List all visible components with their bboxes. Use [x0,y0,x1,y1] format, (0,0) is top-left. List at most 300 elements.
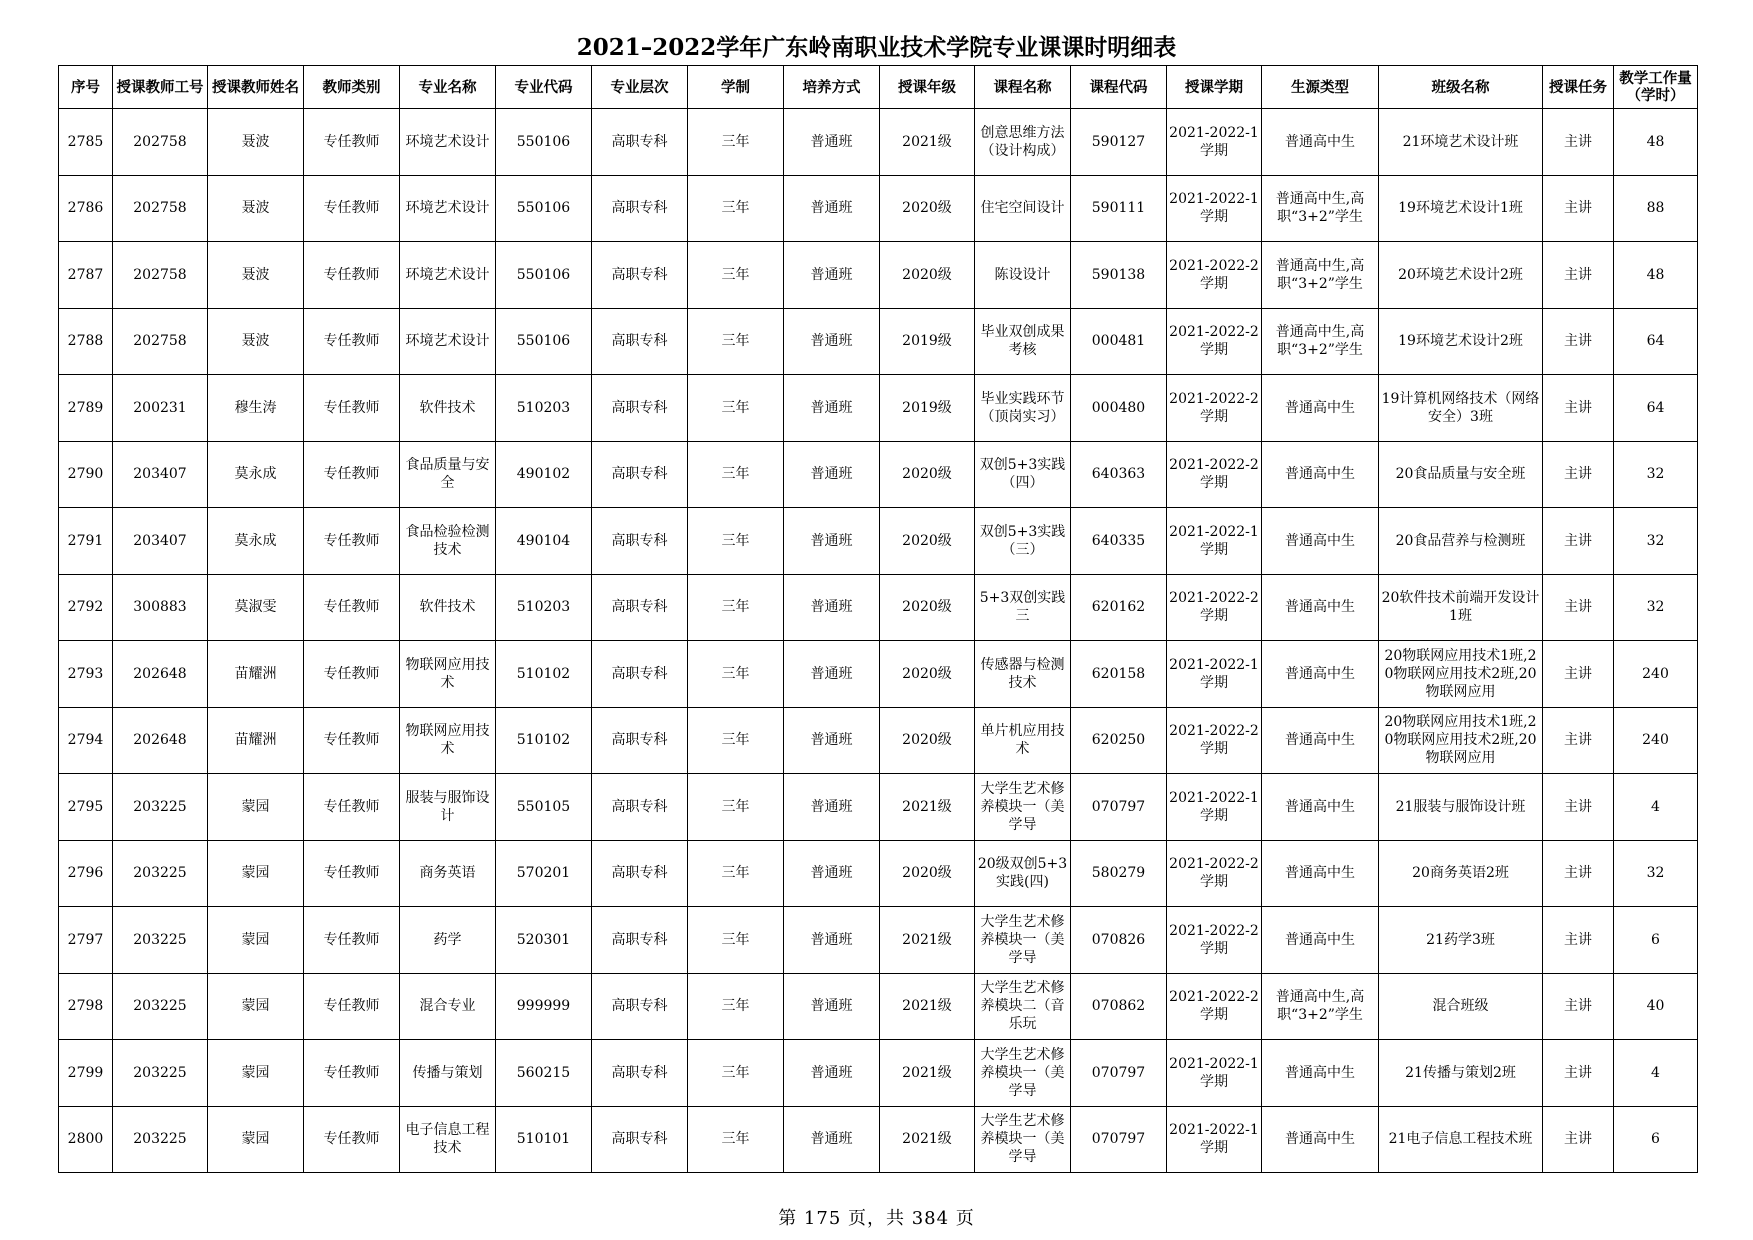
table-cell [1543,508,1614,575]
table-row [59,175,1698,242]
table-cell [1071,641,1167,708]
table-cell [496,441,592,508]
cell-text: 三年 [721,532,750,549]
cell-text: 2789 [67,399,104,416]
cell-text: 主讲 [1564,599,1592,616]
cell-text: 2021-2022-2学期 [1169,324,1259,359]
cell-text: 普通班 [810,665,853,682]
table-cell [1543,707,1614,774]
table-cell [1614,774,1698,841]
table-cell [1167,175,1262,242]
table-cell [208,441,304,508]
cell-text: 2021-2022-1学期 [1169,523,1259,558]
cell-text: 2790 [67,466,104,483]
table-cell [592,574,688,641]
table-cell [1614,1040,1698,1107]
cell-text: 203225 [133,798,187,815]
table-cell [496,907,592,974]
table-cell [1614,175,1698,242]
cell-text: 21传播与策划2班 [1405,1064,1516,1081]
table-cell [496,641,592,708]
table-cell [688,774,784,841]
table-cell [592,109,688,176]
cell-text: 专任教师 [323,333,380,350]
cell-text: 20食品质量与安全班 [1395,466,1526,483]
cell-text: 专任教师 [323,266,380,283]
table-cell [688,973,784,1040]
table-cell [1262,907,1379,974]
table-cell [784,774,880,841]
cell-text: 2021-2022-2学期 [1169,257,1259,292]
cell-text: 聂波 [241,266,270,283]
table-cell [880,375,975,442]
cell-text: 高职专科 [611,1064,668,1081]
cell-text: 普通高中生 [1285,865,1355,882]
column-header: 专业代码 [496,66,592,109]
page-footer: 第 175 页，共 384 页 [778,1208,975,1229]
cell-text: 高职专科 [611,732,668,749]
table-cell [496,973,592,1040]
cell-text: 软件技术 [419,399,476,416]
table-cell [1543,774,1614,841]
table-cell [784,308,880,375]
cell-text: 21服装与服饰设计班 [1395,798,1526,815]
cell-text: 2797 [67,931,104,948]
table-cell [1167,1106,1262,1173]
table-cell [113,1040,208,1107]
cell-text: 640335 [1091,532,1146,549]
cell-text: 专任教师 [323,532,380,549]
table-cell [496,840,592,907]
cell-text: 普通班 [810,333,853,350]
table-cell [113,508,208,575]
cell-text: 三年 [721,466,750,483]
table-cell [1614,973,1698,1040]
table-row [59,242,1698,309]
cell-text: 2020级 [902,865,952,882]
cell-text: 主讲 [1564,1131,1592,1148]
cell-text: 202648 [133,732,187,749]
column-header: 教学工作量（学时） [1614,66,1698,109]
table-cell [975,1106,1071,1173]
cell-text: 2793 [67,665,104,682]
table-cell [880,641,975,708]
cell-text: 2021-2022-2学期 [1169,856,1259,891]
cell-text: 510203 [516,599,571,616]
cell-text: 服装与服饰设计 [405,789,490,824]
table-cell [688,907,784,974]
table-cell [304,175,400,242]
cell-text: 20物联网应用技术1班,20物联网应用技术2班,20物联网应用 [1384,647,1537,700]
table-cell [1543,1106,1614,1173]
cell-text: 主讲 [1564,333,1592,350]
cell-text: 环境艺术设计 [405,133,490,150]
cell-text: 2786 [67,200,104,217]
cell-text: 2020级 [902,665,952,682]
cell-text: 传播与策划 [412,1064,483,1081]
cell-text: 2021-2022-1学期 [1169,656,1259,691]
table-cell [1167,707,1262,774]
cell-text: 主讲 [1564,1064,1592,1081]
cell-text: 2798 [67,998,104,1015]
table-cell [304,774,400,841]
cell-text: 32 [1646,466,1665,483]
cell-text: 普通班 [810,266,853,283]
table-cell [1262,641,1379,708]
table-cell [208,508,304,575]
cell-text: 莫淑雯 [234,599,277,616]
cell-text: 普通高中生,高职“3+2”学生 [1275,257,1365,292]
table-cell [496,574,592,641]
table-row [59,441,1698,508]
table-cell [208,574,304,641]
table-cell [1614,308,1698,375]
cell-text: 创意思维方法（设计构成） [980,124,1065,159]
table-cell [208,641,304,708]
table-cell [592,308,688,375]
cell-text: 苗耀洲 [234,732,277,749]
table-cell [304,109,400,176]
cell-text: 专任教师 [323,732,380,749]
cell-text: 主讲 [1564,998,1592,1015]
cell-text: 2791 [67,532,104,549]
cell-text: 2021-2022-1学期 [1169,789,1259,824]
table-cell [880,774,975,841]
table-cell [496,375,592,442]
cell-text: 32 [1646,599,1665,616]
table-cell [592,774,688,841]
cell-text: 专任教师 [323,200,380,217]
table-cell [304,242,400,309]
cell-text: 510102 [516,732,571,749]
table-cell [1262,109,1379,176]
table-cell [1614,441,1698,508]
cell-text: 蒙园 [241,798,270,815]
table-cell [975,175,1071,242]
table-cell [592,641,688,708]
cell-text: 单片机应用技术 [980,723,1065,758]
table-cell [688,707,784,774]
table-cell [1167,441,1262,508]
cell-text: 高职专科 [611,665,668,682]
table-cell [975,707,1071,774]
table-cell [400,973,496,1040]
cell-text: 高职专科 [611,1131,668,1148]
table-cell [592,242,688,309]
cell-text: 大学生艺术修养模块一（美学导 [980,1113,1065,1166]
cell-text: 专任教师 [323,1064,380,1081]
column-header: 专业名称 [400,66,496,109]
cell-text: 传感器与检测技术 [980,656,1065,691]
table-cell [975,774,1071,841]
table-row [59,308,1698,375]
cell-text: 070826 [1091,931,1146,948]
cell-text: 19环境艺术设计1班 [1398,200,1523,217]
table-cell [208,109,304,176]
table-cell [208,707,304,774]
cell-text: 2794 [67,732,104,749]
table-cell [1262,574,1379,641]
cell-text: 48 [1646,133,1665,150]
cell-text: 专任教师 [323,665,380,682]
table-cell [400,907,496,974]
table-cell [1379,973,1543,1040]
table-cell [1167,973,1262,1040]
cell-text: 高职专科 [611,865,668,882]
table-cell [113,441,208,508]
cell-text: 主讲 [1564,200,1592,217]
table-cell [208,840,304,907]
table-cell [592,840,688,907]
table-cell [1071,242,1167,309]
cell-text: 2020级 [902,532,952,549]
cell-text: 000480 [1091,399,1146,416]
table-cell [59,774,113,841]
table-cell [400,308,496,375]
cell-text: 202758 [133,333,187,350]
table-cell [1167,641,1262,708]
cell-text: 000481 [1091,333,1146,350]
cell-text: 2021-2022-2学期 [1169,989,1259,1024]
cell-text: 聂波 [241,133,270,150]
table-cell [400,774,496,841]
table-cell [113,109,208,176]
table-cell [784,574,880,641]
cell-text: 普通班 [810,865,853,882]
column-header: 授课教师工号 [113,66,208,109]
cell-text: 20物联网应用技术1班,20物联网应用技术2班,20物联网应用 [1384,714,1537,767]
table-cell [304,508,400,575]
table-cell [1543,574,1614,641]
cell-text: 070797 [1091,798,1146,815]
cell-text: 大学生艺术修养模块一（美学导 [980,780,1065,833]
table-cell [1071,308,1167,375]
table-cell [688,308,784,375]
table-cell [1262,840,1379,907]
table-cell [208,375,304,442]
table-cell [400,641,496,708]
table-cell [1543,441,1614,508]
cell-text: 550106 [516,266,571,283]
column-header: 教师类别 [304,66,400,109]
table-cell [1262,441,1379,508]
table-cell [304,1040,400,1107]
table-cell [113,574,208,641]
cell-text: 普通班 [810,532,853,549]
table-cell [784,840,880,907]
table-cell [975,574,1071,641]
cell-text: 高职专科 [611,333,668,350]
table-cell [1543,641,1614,708]
cell-text: 普通高中生 [1285,1131,1355,1148]
table-cell [113,707,208,774]
cell-text: 高职专科 [611,466,668,483]
cell-text: 300883 [133,599,187,616]
cell-text: 070797 [1091,1064,1146,1081]
table-cell [208,774,304,841]
table-row [59,1106,1698,1173]
cell-text: 2020级 [902,466,952,483]
cell-text: 高职专科 [611,266,668,283]
cell-text: 普通高中生 [1285,665,1355,682]
cell-text: 聂波 [241,333,270,350]
table-cell [880,907,975,974]
cell-text: 混合班级 [1432,998,1489,1015]
column-header: 课程代码 [1071,66,1167,109]
table-cell [208,175,304,242]
cell-text: 专任教师 [323,798,380,815]
cell-text: 550106 [516,133,571,150]
table-cell [688,840,784,907]
cell-text: 三年 [721,1131,750,1148]
table-cell [1379,840,1543,907]
table-cell [784,1040,880,1107]
table-cell [59,109,113,176]
cell-text: 三年 [721,599,750,616]
table-cell [688,109,784,176]
table-cell [304,375,400,442]
table-row [59,774,1698,841]
cell-text: 普通高中生,高职“3+2”学生 [1275,324,1365,359]
table-cell [880,707,975,774]
course-hours-table [58,65,1698,1173]
cell-text: 2021级 [902,133,952,150]
cell-text: 普通班 [810,798,853,815]
column-header: 课程名称 [975,66,1071,109]
cell-text: 2021-2022-2学期 [1169,390,1259,425]
cell-text: 203225 [133,1064,187,1081]
table-cell [496,109,592,176]
table-row [59,109,1698,176]
cell-text: 2021-2022-1学期 [1169,1055,1259,1090]
cell-text: 普通高中生,高职“3+2”学生 [1275,989,1365,1024]
table-cell [59,508,113,575]
cell-text: 毕业双创成果考核 [980,324,1065,359]
table-cell [1167,840,1262,907]
cell-text: 2020级 [902,266,952,283]
cell-text: 48 [1646,266,1665,283]
cell-text: 2021-2022-1学期 [1169,191,1259,226]
cell-text: 主讲 [1564,798,1592,815]
cell-text: 4 [1651,798,1660,815]
cell-text: 203225 [133,865,187,882]
table-cell [592,1040,688,1107]
table-cell [208,1106,304,1173]
cell-text: 高职专科 [611,798,668,815]
cell-text: 混合专业 [419,998,476,1015]
table-cell [400,574,496,641]
column-header: 班级名称 [1379,66,1543,109]
cell-text: 普通高中生 [1285,133,1355,150]
cell-text: 电子信息工程技术 [405,1122,490,1157]
table-cell [1262,308,1379,375]
table-cell [59,574,113,641]
cell-text: 2020级 [902,599,952,616]
cell-text: 专任教师 [323,998,380,1015]
cell-text: 三年 [721,1064,750,1081]
cell-text: 620162 [1091,599,1146,616]
cell-text: 蒙园 [241,1064,270,1081]
cell-text: 580279 [1091,865,1146,882]
table-cell [496,175,592,242]
cell-text: 普通班 [810,1064,853,1081]
table-cell [400,109,496,176]
column-header: 生源类型 [1262,66,1379,109]
table-cell [1614,574,1698,641]
table-cell [304,840,400,907]
table-cell [59,175,113,242]
cell-text: 普通班 [810,599,853,616]
table-cell [880,308,975,375]
cell-text: 高职专科 [611,931,668,948]
cell-text: 普通高中生,高职“3+2”学生 [1275,191,1365,226]
table-cell [1167,508,1262,575]
table-cell [400,175,496,242]
table-cell [113,375,208,442]
table-cell [784,175,880,242]
cell-text: 高职专科 [611,200,668,217]
cell-text: 普通班 [810,399,853,416]
table-cell [1071,840,1167,907]
table-cell [1167,907,1262,974]
table-cell [880,840,975,907]
table-cell [113,774,208,841]
table-cell [592,973,688,1040]
table-cell [592,707,688,774]
table-cell [1379,774,1543,841]
cell-text: 520301 [516,931,571,948]
cell-text: 蒙园 [241,998,270,1015]
cell-text: 510203 [516,399,571,416]
cell-text: 999999 [516,998,571,1015]
table-cell [1543,907,1614,974]
table-cell [784,375,880,442]
cell-text: 商务英语 [419,865,476,882]
table-cell [784,441,880,508]
table-cell [1071,774,1167,841]
column-header: 专业层次 [592,66,688,109]
table-cell [1167,375,1262,442]
table-cell [592,907,688,974]
table-cell [208,242,304,309]
cell-text: 专任教师 [323,133,380,150]
table-cell [1543,308,1614,375]
cell-text: 环境艺术设计 [405,266,490,283]
table-cell [400,1040,496,1107]
cell-text: 双创5+3实践（四） [979,457,1066,492]
table-cell [59,641,113,708]
table-cell [1071,907,1167,974]
cell-text: 主讲 [1564,665,1592,682]
cell-text: 070862 [1091,998,1146,1015]
column-header: 授课教师姓名 [208,66,304,109]
cell-text: 560215 [516,1064,571,1081]
table-cell [59,907,113,974]
cell-text: 高职专科 [611,399,668,416]
table-cell [496,508,592,575]
table-cell [1614,375,1698,442]
cell-text: 大学生艺术修养模块二（音乐玩 [980,980,1065,1033]
cell-text: 32 [1646,865,1665,882]
cell-text: 2021级 [902,1131,952,1148]
table-row [59,907,1698,974]
cell-text: 食品检验检测技术 [405,523,490,558]
column-header: 授课年级 [880,66,975,109]
table-cell [400,508,496,575]
table-cell [1167,242,1262,309]
cell-text: 普通班 [810,1131,853,1148]
table-cell [975,1040,1071,1107]
